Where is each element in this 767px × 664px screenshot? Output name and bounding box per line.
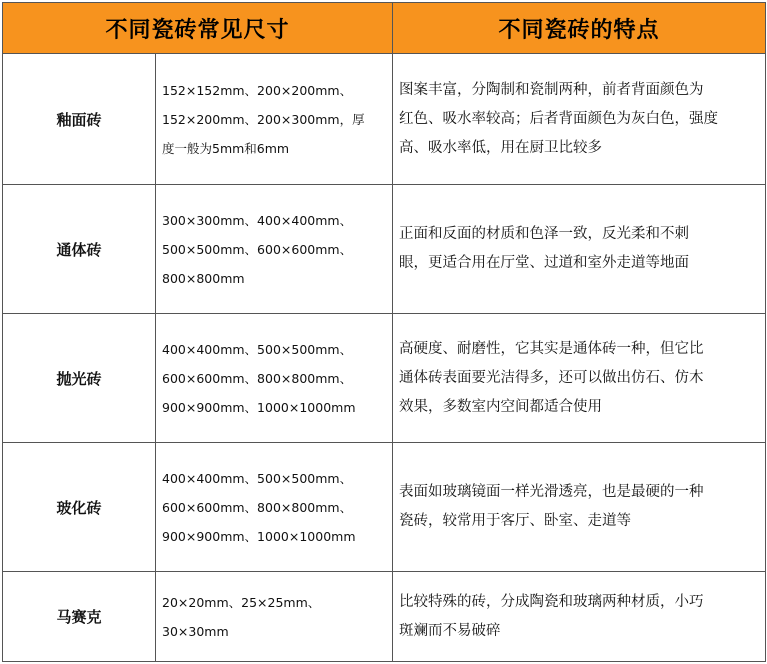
header-row [3, 3, 766, 54]
size-line: 20×20mm、25×25mm、 [162, 594, 321, 610]
tile-sizes [156, 54, 393, 185]
feature-line: 通体砖表面要光洁得多，还可以做出仿石、仿木 [399, 369, 704, 386]
size-line: 500×500mm、600×600mm、 [162, 241, 353, 257]
header-feature: 不同瓷砖的特点 [393, 3, 766, 54]
tile-sizes [156, 185, 393, 314]
tile-comparison-table [2, 2, 766, 662]
size-line: 30×30mm [162, 623, 229, 639]
feature-line: 效果，多数室内空间都适合使用 [399, 398, 603, 415]
tile-features [393, 572, 766, 662]
size-line: 900×900mm、1000×1000mm [162, 528, 356, 544]
tile-features [393, 54, 766, 185]
tile-name: 马赛克 [3, 572, 156, 662]
tile-name: 抛光砖 [3, 314, 156, 443]
feature-line: 高硬度、耐磨性，它其实是通体砖一种，但它比 [399, 340, 704, 357]
feature-line: 斑斓而不易破碎 [399, 622, 501, 639]
size-line: 600×600mm、800×800mm、 [162, 370, 353, 386]
feature-line: 表面如玻璃镜面一样光滑透亮，也是最硬的一种 [399, 484, 704, 500]
table-row [3, 185, 766, 314]
size-line: 300×300mm、400×400mm、 [162, 212, 353, 228]
tile-sizes [156, 572, 393, 662]
feature-line: 正面和反面的材质和色泽一致，反光柔和不刺 [399, 226, 690, 242]
size-line: 152×152mm、200×200mm、 [162, 82, 353, 98]
size-line: 800×800mm [162, 270, 245, 286]
size-line: 400×400mm、500×500mm、 [162, 470, 353, 486]
size-line: 152×200mm、200×300mm，厚 [162, 111, 365, 127]
size-line: 度一般为5mm和6mm [162, 140, 290, 156]
table-row [3, 572, 766, 662]
size-line: 400×400mm、500×500mm、 [162, 341, 353, 357]
feature-line: 高、吸水率低，用在厨卫比较多 [399, 139, 603, 156]
table-row [3, 443, 766, 572]
tile-name: 通体砖 [3, 185, 156, 314]
size-line: 600×600mm、800×800mm、 [162, 499, 353, 515]
table-row [3, 54, 766, 185]
feature-line: 瓷砖，较常用于客厅、卧室、走道等 [399, 513, 632, 529]
tile-sizes [156, 443, 393, 572]
feature-line: 红色、吸水率较高；后者背面颜色为灰白色，强度 [399, 110, 719, 127]
feature-line: 比较特殊的砖，分成陶瓷和玻璃两种材质，小巧 [399, 593, 704, 610]
tile-sizes [156, 314, 393, 443]
header-size: 不同瓷砖常见尺寸 [3, 3, 393, 54]
tile-features [393, 443, 766, 572]
table-row [3, 314, 766, 443]
tile-name: 釉面砖 [3, 54, 156, 185]
feature-line: 图案丰富，分陶制和瓷制两种，前者背面颜色为 [399, 81, 704, 98]
size-line: 900×900mm、1000×1000mm [162, 399, 356, 415]
tile-features [393, 185, 766, 314]
tile-name: 玻化砖 [3, 443, 156, 572]
tile-features [393, 314, 766, 443]
feature-line: 眼，更适合用在厅堂、过道和室外走道等地面 [399, 255, 690, 271]
